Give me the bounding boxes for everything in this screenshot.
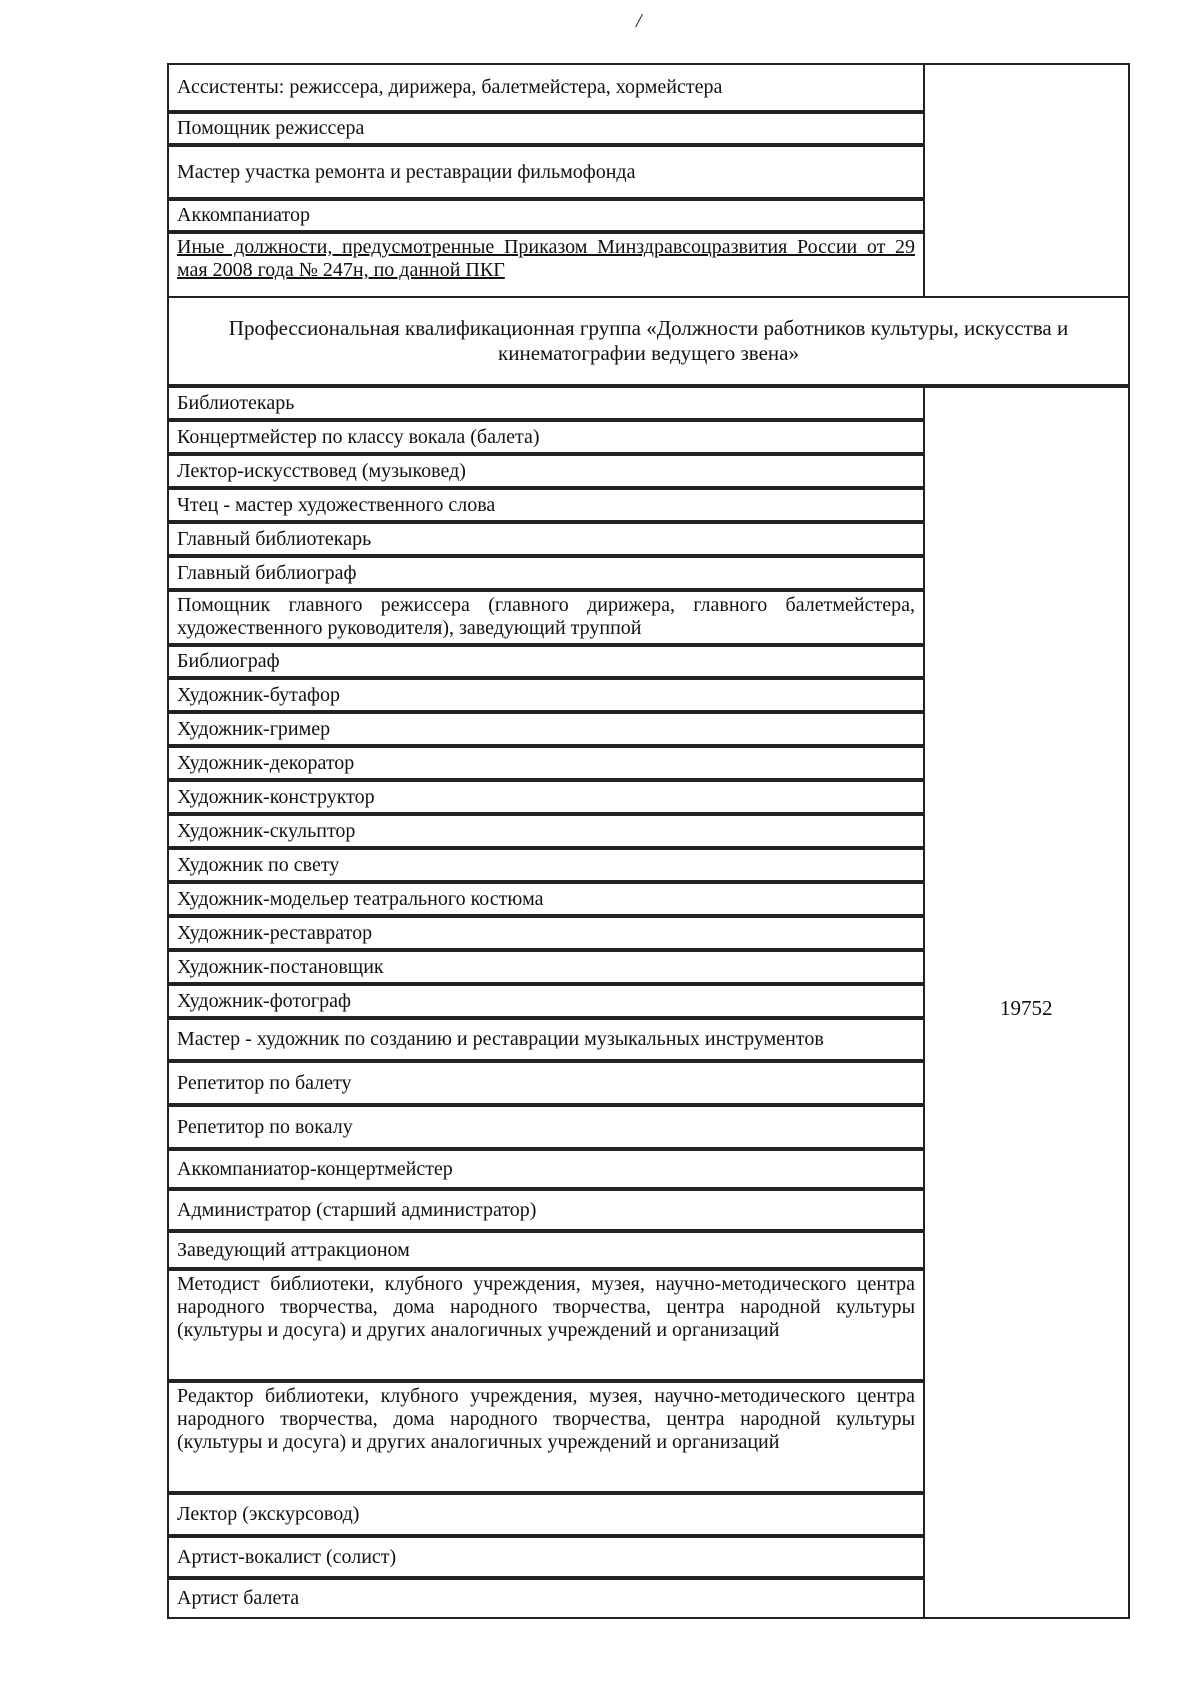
table-row — [167, 916, 925, 950]
salary-cell-empty — [925, 63, 1130, 298]
table-row — [167, 848, 925, 882]
row-label: Лектор (экскурсовод) — [177, 1503, 360, 1525]
row-label: Чтец - мастер художественного слова — [177, 493, 496, 516]
group-header-text: Профессиональная квалификационная группа «Должности работников культуры, искусства и кинематографии ведущего звена» — [228, 316, 1069, 365]
row-label: Художник-бутафор — [177, 683, 340, 706]
table-row — [167, 882, 925, 916]
row-label: Библиотекарь — [177, 391, 295, 414]
table-row — [167, 232, 925, 298]
table-row — [167, 556, 925, 590]
row-label: Артист-вокалист (солист) — [177, 1545, 397, 1568]
table-row — [167, 645, 925, 678]
table-row — [167, 678, 925, 712]
table-row — [167, 386, 925, 420]
table-row — [167, 950, 925, 984]
row-label: Помощник главного режиссера (главного дирижера, главного балетмейстера, художественного руководителя), заведующий труппой — [177, 594, 915, 639]
row-label: Редактор библиотеки, клубного учреждения, музея, научно-методического центра народного творчества, дома народного творчества, центра народной культуры (культуры и досуга) и других аналогичных учреждений и организаций — [177, 1385, 915, 1453]
row-label: Методист библиотеки, клубного учреждения, музея, научно-методического центра народного творчества, дома народного творчества, центра народной культуры (культуры и досуга) и других аналогичных учреждений и организаций — [177, 1273, 915, 1341]
table-row — [167, 522, 925, 556]
row-label: Художник-модельер театрального костюма — [177, 887, 544, 910]
table-row — [167, 1578, 925, 1619]
table-row — [167, 1231, 925, 1269]
table-row — [167, 1061, 925, 1105]
table-row — [167, 814, 925, 848]
page-mark: / — [636, 10, 642, 32]
table-row — [167, 712, 925, 746]
row-label: Художник-скульптор — [177, 819, 356, 842]
table-row — [167, 1105, 925, 1149]
row-label: Репетитор по вокалу — [177, 1115, 353, 1138]
row-label-link: Иные должности, предусмотренные Приказом Минздравсоцразвития России от 29 мая 2008 года № 247н, по данной ПКГ — [177, 236, 915, 281]
row-label: Художник-конструктор — [177, 785, 375, 808]
row-label: Концертмейстер по классу вокала (балета) — [177, 425, 540, 448]
row-label: Лектор-искусствовед (музыковед) — [177, 459, 466, 482]
row-label: Ассистенты: режиссера, дирижера, балетмейстера, хормейстера — [177, 76, 723, 98]
row-label: Аккомпаниатор — [177, 204, 310, 226]
table-row — [167, 1149, 925, 1189]
table-row — [167, 63, 925, 112]
table-row — [167, 590, 925, 645]
row-label: Администратор (старший администратор) — [177, 1198, 537, 1221]
group-header — [167, 298, 1130, 386]
table-row — [167, 199, 925, 232]
row-label: Аккомпаниатор-концертмейстер — [177, 1157, 453, 1180]
table-row — [167, 420, 925, 454]
table-row — [167, 1018, 925, 1061]
table-row — [167, 1189, 925, 1231]
table-row — [167, 780, 925, 814]
row-label: Мастер - художник по созданию и реставрации музыкальных инструментов — [177, 1028, 824, 1050]
row-label: Главный библиотекарь — [177, 527, 372, 550]
table-row — [167, 145, 925, 199]
table-row — [167, 454, 925, 488]
table-row — [167, 488, 925, 522]
row-label: Заведующий аттракционом — [177, 1238, 410, 1261]
table-row — [167, 112, 925, 145]
table-row — [167, 746, 925, 780]
table-row — [167, 1536, 925, 1578]
table-row — [167, 1269, 925, 1381]
row-label: Художник по свету — [177, 853, 340, 876]
table-row — [167, 1381, 925, 1493]
row-label: Художник-реставратор — [177, 921, 373, 944]
row-label: Мастер участка ремонта и реставрации фильмофонда — [177, 160, 636, 183]
row-label: Художник-постановщик — [177, 955, 384, 978]
row-label: Главный библиограф — [177, 561, 357, 584]
row-label: Художник-фотограф — [177, 989, 351, 1012]
salary-value: 19752 — [1000, 996, 1053, 1020]
row-label: Художник-гример — [177, 717, 331, 740]
row-label: Художник-декоратор — [177, 751, 355, 774]
row-label: Репетитор по балету — [177, 1071, 352, 1094]
row-label: Артист балета — [177, 1587, 300, 1609]
row-label: Библиограф — [177, 650, 280, 672]
table-row — [167, 984, 925, 1018]
table-row — [167, 1493, 925, 1536]
row-label: Помощник режиссера — [177, 117, 365, 139]
